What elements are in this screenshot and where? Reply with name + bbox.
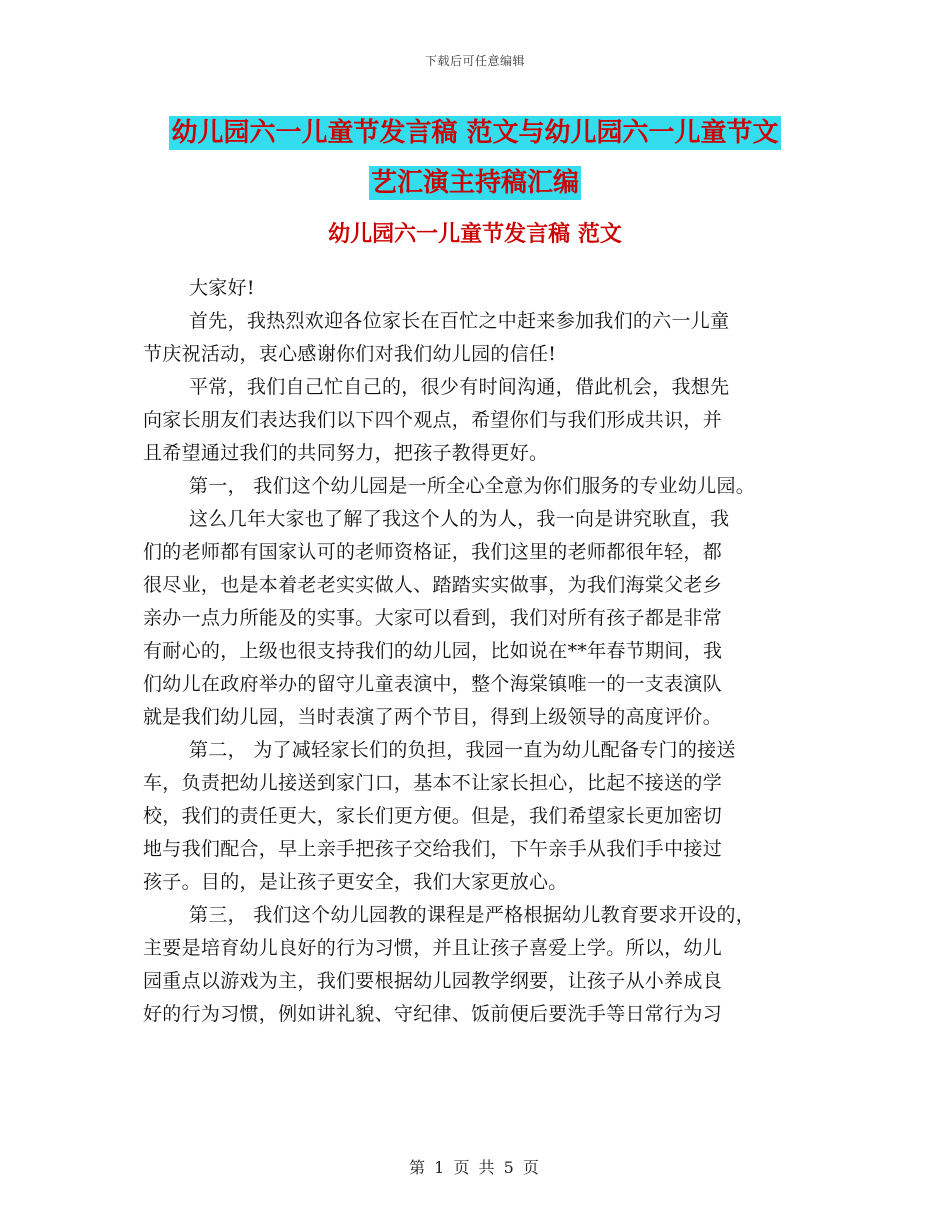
page-footer: 第 1 页 共 5 页 <box>409 1158 541 1177</box>
body-line: 主要是培育幼儿良好的行为习惯，并且让孩子喜爱上学。所以，幼儿 <box>143 937 723 959</box>
body-line: 有耐心的，上级也很支持我们的幼儿园，比如说在**年春节期间，我 <box>143 640 723 662</box>
section-title: 幼儿园六一儿童节发言稿 范文 <box>328 222 622 247</box>
body-line: 园重点以游戏为主，我们要根据幼儿园教学纲要，让孩子从小养成良 <box>143 970 723 992</box>
body-line: 好的行为习惯，例如讲礼貌、守纪律、饭前便后要洗手等日常行为习 <box>143 1003 723 1025</box>
body-line: 们的老师都有国家认可的老师资格证，我们这里的老师都很年轻，都 <box>143 541 723 563</box>
body-line: 第一， 我们这个幼儿园是一所全心全意为你们服务的专业幼儿园。 <box>189 475 756 497</box>
body-text <box>143 272 823 1031</box>
document-title <box>0 108 950 208</box>
body-line: 首先，我热烈欢迎各位家长在百忙之中赶来参加我们的六一儿童 <box>189 310 730 332</box>
body-line: 平常，我们自己忙自己的，很少有时间沟通，借此机会，我想先 <box>189 376 730 398</box>
body-line: 亲办一点力所能及的实事。大家可以看到，我们对所有孩子都是非常 <box>143 607 723 629</box>
body-line: 向家长朋友们表达我们以下四个观点，希望你们与我们形成共识，并 <box>143 409 723 431</box>
body-line: 车，负责把幼儿接送到家门口，基本不让家长担心，比起不接送的学 <box>143 772 723 794</box>
body-line: 很尽业，也是本着老老实实做人、踏踏实实做事，为我们海棠父老乡 <box>143 574 723 596</box>
body-line: 校，我们的责任更大，家长们更方便。但是，我们希望家长更加密切 <box>143 805 723 827</box>
body-line: 第二， 为了减轻家长们的负担，我园一直为幼儿配备专门的接送 <box>189 739 736 761</box>
body-line: 大家好! <box>189 277 255 299</box>
document-title-line-2: 艺汇演主持稿汇编 <box>370 168 579 198</box>
body-line: 孩子。目的，是让孩子更安全，我们大家更放心。 <box>143 871 568 893</box>
body-line: 第三， 我们这个幼儿园教的课程是严格根据幼儿教育要求开设的， <box>189 904 756 926</box>
document-title-line-1: 幼儿园六一儿童节发言稿 范文与幼儿园六一儿童节文 <box>171 118 779 148</box>
body-line: 们幼儿在政府举办的留守儿童表演中，整个海棠镇唯一的一支表演队 <box>143 673 723 695</box>
body-line: 节庆祝活动，衷心感谢你们对我们幼儿园的信任! <box>143 343 557 365</box>
body-line: 这么几年大家也了解了我这个人的为人，我一向是讲究耿直，我 <box>189 508 730 530</box>
body-line: 就是我们幼儿园，当时表演了两个节目，得到上级领导的高度评价。 <box>143 706 723 728</box>
page-header-note: 下载后可任意编辑 <box>424 54 525 68</box>
body-line: 且希望通过我们的共同努力，把孩子教得更好。 <box>143 442 549 464</box>
body-line: 地与我们配合，早上亲手把孩子交给我们，下午亲手从我们手中接过 <box>143 838 723 860</box>
